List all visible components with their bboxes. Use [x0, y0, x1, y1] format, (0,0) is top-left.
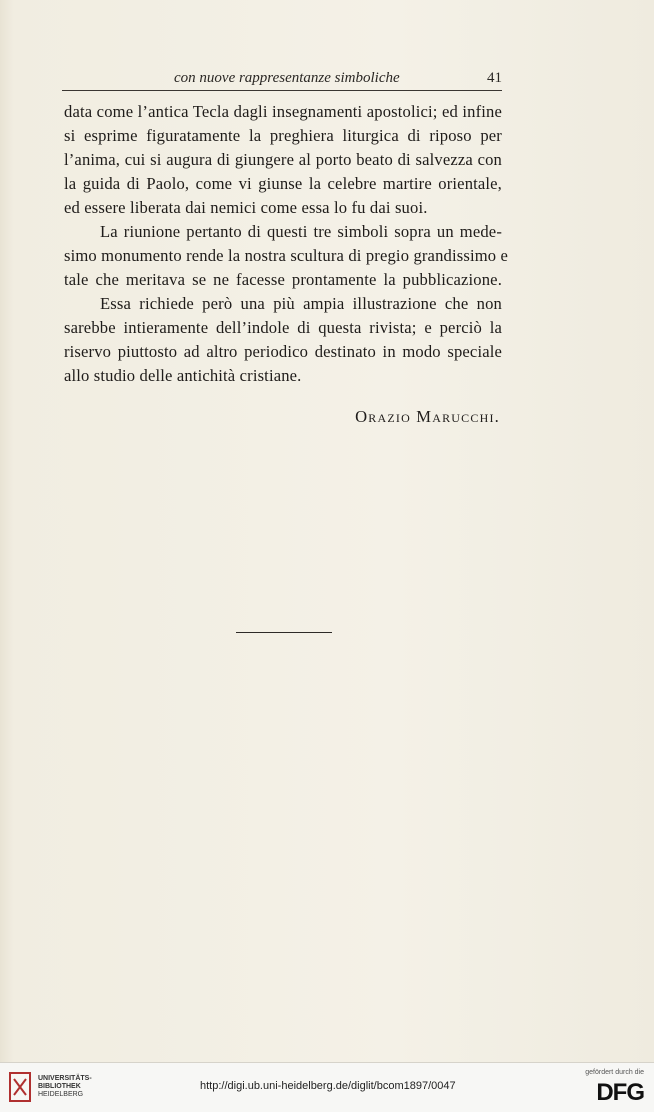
- running-title: con nuove rappresentanze simboliche: [174, 70, 400, 86]
- text-line: l’anima, cui si augura di giungere al porto beato di salvezza con: [64, 150, 502, 169]
- body-text: [64, 100, 509, 388]
- text-line: si esprime figuratamente la preghiera liturgica di riposo per: [64, 126, 502, 145]
- end-rule: [236, 632, 332, 633]
- text-line: la guida di Paolo, come vi giunse la celebre martire orientale,: [64, 174, 502, 193]
- author-signature: Orazio Marucchi.: [355, 407, 500, 426]
- paragraph-1: [64, 100, 502, 220]
- dfg-logo: DFG: [596, 1079, 644, 1106]
- paragraph-2: [64, 220, 509, 292]
- text-line: data come l’antica Tecla dagli insegnamenti apostolici; ed infine: [64, 102, 502, 121]
- text-line: ed essere liberata dai nemici come essa lo fu dai suoi.: [64, 198, 428, 217]
- paragraph-3: [64, 292, 502, 388]
- funding-note: gefördert durch die: [585, 1069, 644, 1076]
- page-header: [62, 70, 502, 92]
- institution-name: UNIVERSITÄTS- BIBLIOTHEK HEIDELBERG: [38, 1075, 92, 1098]
- text-line: simo monumento rende la nostra scultura di pregio grandissimo e: [64, 246, 509, 265]
- library-logo-icon: [8, 1071, 32, 1103]
- viewer-footer: [0, 1062, 654, 1112]
- header-rule: [62, 90, 502, 91]
- permalink-url[interactable]: http://digi.ub.uni-heidelberg.de/diglit/bcom1897/0047: [200, 1080, 456, 1092]
- text-line: sarebbe intieramente dell’indole di questa rivista; e perciò la: [64, 318, 502, 337]
- text-line: tale che meritava se ne facesse prontamente la pubblicazione.: [64, 270, 502, 289]
- text-line: La riunione pertanto di questi tre simboli sopra un mede-: [100, 222, 502, 241]
- page-number: 41: [487, 70, 502, 86]
- text-line: Essa richiede però una più ampia illustrazione che non: [100, 294, 502, 313]
- text-line: allo studio delle antichità cristiane.: [64, 366, 302, 385]
- text-line: riservo piuttosto ad altro periodico destinato in modo speciale: [64, 342, 502, 361]
